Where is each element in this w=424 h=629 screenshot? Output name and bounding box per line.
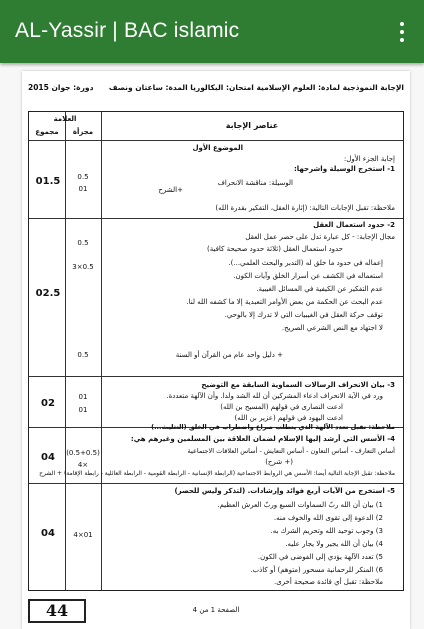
q2-mark-2: 3×0.5 xyxy=(72,263,94,271)
q1-title: 1- استخرج الوسيلة واشرحها: xyxy=(293,165,395,173)
q2-title: 2- حدود استعمال العقل xyxy=(313,221,395,229)
q1-line-b: +الشرح xyxy=(158,186,183,194)
col-part: مجزأة xyxy=(72,128,94,136)
q5-line: 1) بيان أن الله ربّ السماوات السبع وربّ العرش العظيم. xyxy=(217,501,383,509)
q5-mark: 4×01 xyxy=(73,531,93,539)
col-total: مجموع xyxy=(35,128,59,136)
grand-total: 44 xyxy=(28,599,86,623)
q3-line: ادعت النصارى في قولهم (المسيح بن الله) xyxy=(220,403,343,411)
q4-mark-2: 4× xyxy=(77,461,89,469)
q4-line: أساس التعارف - أساس التعاون - أساس التعايش - أساس العلاقات الاجتماعية xyxy=(187,447,395,455)
header-session: دورة: جوان 2015 xyxy=(28,83,94,92)
app-bar xyxy=(0,0,424,63)
q3-note: ملاحظة: تقبل تعدد الآلهة الذي يتطلب صراع واضطراب في الخلق (التثليث...) xyxy=(151,423,395,431)
q2-line: إعماله في حدود ما خلق له (التدبر والبحث العلمي...). xyxy=(228,259,383,267)
q2-total: 02.5 xyxy=(35,288,61,299)
col-grade: العلامة xyxy=(53,115,77,123)
q5-line: 6) المنكر للرحمانية مسحور (متوهم) أو كاذب. xyxy=(250,566,383,574)
q3-mark-2: 01 xyxy=(78,406,88,414)
q3-line: ادعت اليهود في قولهم (عزير بن الله) xyxy=(234,414,343,422)
q1-note: ملاحظة: تقبل الإجابات التالية: (إثارة العقل، التفكير بقدرة الله) xyxy=(215,204,395,212)
overflow-menu-icon[interactable] xyxy=(390,14,414,50)
q4-line: (+ شرح) xyxy=(265,458,293,466)
app-title: AL-Yassir | BAC islamic xyxy=(15,19,240,42)
q2-evidence: + دليل واحد عام من القرآن أو السنة xyxy=(175,351,283,359)
q4-total: 04 xyxy=(41,452,55,463)
q3-title: 3- بيان الانحراف الرسالات السماوية السابقة مع التوضيح xyxy=(201,381,395,389)
page-number: الصفحة 1 من 4 xyxy=(192,606,240,614)
q5-line: 4) بيان أن الله يجير ولا يجار عليه. xyxy=(285,540,383,548)
q1-mark-2: 01 xyxy=(78,185,88,193)
q2-line: لا اجتهاد مع النص الشرعي الصريح. xyxy=(281,324,383,332)
q3-mark-1: 01 xyxy=(78,393,88,401)
q2-line: توقف حركة العقل في الغيبيات التي لا تدرك إلا بالوحي. xyxy=(224,311,383,319)
page-header xyxy=(28,83,404,92)
q5-line: 3) وجوب توحيد الله وتحريم الشرك به. xyxy=(270,527,383,535)
q3-total: 02 xyxy=(41,398,55,409)
q2-line: مجال الإجابة: - كل عبارة تدل على حصر عمل العقل xyxy=(245,233,395,241)
document-viewer[interactable] xyxy=(0,63,424,629)
answer-table xyxy=(28,111,404,591)
q3-line: ورد في الآية الانحراف ادعاء المشركين أن لله الشد ولدا. وأن الآلهة متعددة. xyxy=(166,392,383,400)
q2-line: عدم البحث عن الحكمة من بعض الأوامر التعبدية إلا ما كشفه الله لنا. xyxy=(186,298,383,306)
header-main: الإجابة النموذجية لمادة: العلوم الإسلامية امتحان: البكالوريا المدة: ساعتان ونصف xyxy=(108,83,404,92)
col-answer: عناصر الإجابة xyxy=(225,121,279,130)
q5-line: 2) الدعوة إلى تقوى الله والخوف منه. xyxy=(273,514,383,522)
q4-note: ملاحظة: تقبل الإجابة التالية أيضا: الأسس هي الروابط الاجتماعية (الرابطة الإنسانية - الرابطة القومية - الرابطة العائلية - رابطة الإقامة) + الشرح xyxy=(39,470,395,477)
q1-total: 01.5 xyxy=(35,176,61,187)
q2-mark-1: 0.5 xyxy=(77,239,89,247)
q4-mark-1: (0.5+0.5) xyxy=(66,449,100,457)
q5-title: 5- استخرج من الآيات أربع فوائد وإرشادات. (لتذكر وليس للحصر) xyxy=(174,487,395,495)
q2-line: عدم التفكير عن الكيفية في المسائل الغيبية. xyxy=(256,285,383,293)
q1-mark-1: 0.5 xyxy=(77,173,89,181)
q2-line: استعماله في الكشف عن أسرار الخلق وآيات الكون. xyxy=(233,272,383,280)
q5-line: 5) تعدد الآلهة يؤدي إلى الفوضى في الكون. xyxy=(257,553,383,561)
q1-line-a: الوسيلة: مناقشة الانحراف xyxy=(217,179,293,187)
q5-total: 04 xyxy=(41,528,55,539)
topic-title: الموضوع الأول xyxy=(192,144,243,152)
q4-title: 4- الأسس التي أرشد إليها الإسلام لضمان العلاقة بين المسلمين وغيرهم هي: xyxy=(130,435,395,443)
exam-page-image xyxy=(22,71,410,629)
q2-line: حدود استعمال العقل (ثلاثة حدود صحيحة كافية) xyxy=(206,245,343,253)
part-title: إجابة الجزء الأول: xyxy=(343,155,395,163)
q5-note: ملاحظة: تقبل أي فائدة صحيحة أخرى. xyxy=(273,578,383,586)
q2-mark-3: 0.5 xyxy=(77,351,89,359)
